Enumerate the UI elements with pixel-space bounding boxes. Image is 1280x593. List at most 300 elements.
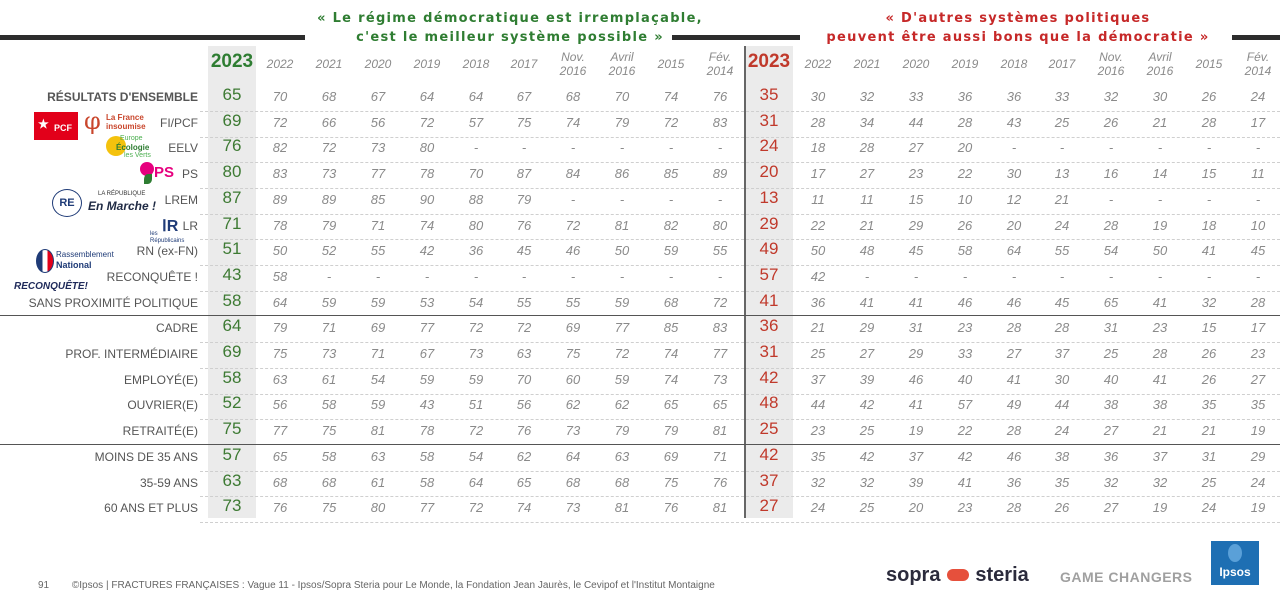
value-cell-left: 81 xyxy=(712,500,728,516)
steria-wave-icon xyxy=(947,569,969,581)
value-cell-left: 80 xyxy=(419,140,435,156)
row-divider xyxy=(200,393,1280,395)
value-cell-right: 49 xyxy=(1006,397,1022,413)
value-cell-right: 36 xyxy=(759,316,779,336)
value-cell-right: 31 xyxy=(908,320,924,336)
row-divider xyxy=(200,367,1280,369)
value-cell-left: 72 xyxy=(468,423,484,439)
row-divider xyxy=(200,418,1280,420)
row-label: PS xyxy=(181,167,198,182)
value-cell-right: 20 xyxy=(1006,217,1022,233)
value-cell-right: 41 xyxy=(957,474,973,490)
value-cell-left: 68 xyxy=(321,89,337,104)
row-label: PROF. INTERMÉDIAIRE xyxy=(65,347,198,361)
value-cell-right: 14 xyxy=(1152,166,1168,182)
row-label: 60 ANS ET PLUS xyxy=(104,501,198,516)
row-divider xyxy=(200,136,1280,138)
value-cell-left: - xyxy=(570,140,576,156)
value-cell-left: 74 xyxy=(419,217,435,233)
value-cell-left: 75 xyxy=(321,423,337,439)
value-cell-left: 56 xyxy=(370,114,386,130)
value-cell-left: - xyxy=(717,140,723,156)
value-cell-right: 21 xyxy=(1152,423,1168,439)
value-cell-right: 65 xyxy=(1103,294,1119,310)
value-cell-right: 32 xyxy=(1103,89,1119,104)
value-cell-left: 74 xyxy=(663,89,679,104)
value-cell-left: 55 xyxy=(370,243,386,259)
rn-logo-line1: Rassemblement xyxy=(56,250,114,259)
value-cell-right: 29 xyxy=(859,320,875,336)
value-cell-left: 83 xyxy=(712,320,728,336)
value-cell-right: 27 xyxy=(859,346,875,361)
right-question-title xyxy=(788,9,1248,47)
row-label: RÉSULTATS D'ENSEMBLE xyxy=(47,90,198,104)
value-cell-right: 35 xyxy=(1201,397,1217,413)
value-cell-left: 76 xyxy=(712,474,728,490)
value-cell-right: 17 xyxy=(1250,114,1266,130)
value-cell-left: 77 xyxy=(419,500,435,516)
value-cell-left: 59 xyxy=(321,294,337,310)
value-cell-right: 28 xyxy=(859,140,875,156)
value-cell-right: 35 xyxy=(1054,474,1070,490)
value-cell-left: 52 xyxy=(222,393,242,413)
value-cell-left: 72 xyxy=(321,140,337,156)
year-header-left: Nov. 2016 xyxy=(559,50,587,78)
value-cell-left: 73 xyxy=(222,496,242,516)
value-cell-left: 67 xyxy=(516,89,532,104)
value-cell-right: 35 xyxy=(810,448,826,464)
value-cell-left: 80 xyxy=(712,217,728,233)
value-cell-left: 89 xyxy=(321,191,337,207)
value-cell-right: 15 xyxy=(908,191,924,207)
value-cell-left: 65 xyxy=(272,448,288,464)
value-cell-right: 27 xyxy=(1103,500,1119,516)
footer-credit xyxy=(38,580,715,591)
value-cell-right: 20 xyxy=(908,500,924,516)
value-cell-right: 44 xyxy=(1054,397,1070,413)
value-cell-right: 28 xyxy=(810,114,826,130)
year-header-left: Avril 2016 xyxy=(608,50,636,78)
value-cell-left: 71 xyxy=(370,346,386,361)
row-label: MOINS DE 35 ANS xyxy=(94,449,198,464)
value-cell-right: 11 xyxy=(860,191,874,207)
value-cell-left: 77 xyxy=(712,346,728,361)
value-cell-right: 41 xyxy=(908,294,924,310)
value-cell-right: 28 xyxy=(1054,320,1070,336)
value-cell-right: 49 xyxy=(759,239,779,259)
value-cell-right: - xyxy=(1108,140,1114,156)
value-cell-left: 59 xyxy=(468,371,484,387)
value-cell-right: 38 xyxy=(1103,397,1119,413)
eelv-logo-line3: les Verts xyxy=(124,152,151,159)
value-cell-right: 18 xyxy=(1201,217,1217,233)
value-cell-right: - xyxy=(1011,140,1017,156)
rn-logo xyxy=(36,247,136,275)
value-cell-right: - xyxy=(1206,191,1212,207)
value-cell-left: 64 xyxy=(222,316,242,336)
row-label: OUVRIER(E) xyxy=(127,398,198,413)
value-cell-right: 48 xyxy=(859,243,875,259)
value-cell-left: 52 xyxy=(321,243,337,259)
value-cell-right: 57 xyxy=(759,264,779,284)
value-cell-left: 87 xyxy=(516,166,532,182)
value-cell-right: 20 xyxy=(957,140,973,156)
value-cell-left: 81 xyxy=(614,217,630,233)
value-cell-left: 56 xyxy=(272,397,288,413)
value-cell-left: 64 xyxy=(272,294,288,310)
value-cell-left: 63 xyxy=(272,371,288,387)
left-question-title xyxy=(280,9,740,47)
value-cell-left: 76 xyxy=(222,136,242,156)
value-cell-left: 73 xyxy=(712,371,728,387)
section-divider xyxy=(0,444,1280,445)
pcf-logo xyxy=(34,112,78,140)
value-cell-right: 27 xyxy=(908,140,924,156)
value-cell-right: 22 xyxy=(957,423,973,439)
year-header-left: 2021 xyxy=(315,57,343,71)
year-header-right: Nov. 2016 xyxy=(1097,50,1125,78)
value-cell-left: 58 xyxy=(222,290,242,310)
ipsos-text: Ipsos xyxy=(1219,565,1251,579)
value-cell-left: 61 xyxy=(370,474,386,490)
value-cell-right: - xyxy=(1255,268,1261,284)
value-cell-right: 35 xyxy=(1250,397,1266,413)
value-cell-right: 23 xyxy=(908,166,924,182)
value-cell-left: - xyxy=(424,268,430,284)
value-cell-right: 19 xyxy=(1152,500,1168,516)
value-cell-right: - xyxy=(1108,191,1114,207)
value-cell-right: 37 xyxy=(1054,346,1070,361)
value-cell-right: - xyxy=(1255,191,1261,207)
value-cell-left: 58 xyxy=(222,367,242,387)
value-cell-right: 42 xyxy=(957,448,973,464)
value-cell-left: 54 xyxy=(370,371,386,387)
value-cell-right: - xyxy=(913,268,919,284)
value-cell-left: 79 xyxy=(614,114,630,130)
header-bar-left xyxy=(0,35,305,40)
value-cell-left: 55 xyxy=(516,294,532,310)
value-cell-right: 19 xyxy=(1152,217,1168,233)
value-cell-left: 81 xyxy=(370,423,386,439)
value-cell-left: 78 xyxy=(272,217,288,233)
value-cell-right: 28 xyxy=(1103,217,1119,233)
lrem-logo-line1: LA RÉPUBLIQUE xyxy=(98,191,146,197)
value-cell-right: 29 xyxy=(759,213,779,233)
value-cell-left: 50 xyxy=(272,243,288,259)
value-cell-right: 23 xyxy=(957,500,973,516)
value-cell-right: 28 xyxy=(1152,346,1168,361)
row-divider xyxy=(200,264,1280,266)
value-cell-left: - xyxy=(521,268,527,284)
eelv-logo-line2: Écologie xyxy=(116,143,150,152)
value-cell-right: 45 xyxy=(1250,243,1266,259)
value-cell-left: 77 xyxy=(272,423,288,439)
value-cell-left: 57 xyxy=(222,444,242,464)
value-cell-left: 79 xyxy=(614,423,630,439)
value-cell-left: 82 xyxy=(272,140,288,156)
value-cell-left: 57 xyxy=(468,114,484,130)
value-cell-right: 36 xyxy=(1006,89,1022,104)
game-changers-text: GAME CHANGERS xyxy=(1060,569,1193,585)
value-cell-left: 73 xyxy=(565,423,581,439)
row-divider xyxy=(200,290,1280,292)
year-header-right: Avril 2016 xyxy=(1146,50,1174,78)
value-cell-right: 37 xyxy=(759,470,779,490)
value-cell-left: - xyxy=(521,140,527,156)
value-cell-right: 22 xyxy=(810,217,826,233)
value-cell-right: 46 xyxy=(1006,294,1022,310)
value-cell-left: 51 xyxy=(222,239,242,259)
value-cell-left: 59 xyxy=(370,397,386,413)
value-cell-right: 41 xyxy=(1201,243,1217,259)
value-cell-left: 70 xyxy=(516,371,532,387)
value-cell-left: 85 xyxy=(370,191,386,207)
value-cell-right: 48 xyxy=(759,393,779,413)
value-cell-left: 65 xyxy=(712,397,728,413)
year-header-left: 2022 xyxy=(266,57,294,71)
value-cell-left: 58 xyxy=(321,448,337,464)
row-divider xyxy=(200,213,1280,215)
value-cell-right: 30 xyxy=(810,89,826,104)
value-cell-left: 83 xyxy=(712,114,728,130)
value-cell-left: 77 xyxy=(370,166,386,182)
value-cell-right: 24 xyxy=(810,500,826,516)
value-cell-left: 70 xyxy=(272,89,288,104)
value-cell-right: 57 xyxy=(957,397,973,413)
value-cell-left: 66 xyxy=(321,114,337,130)
value-cell-right: 41 xyxy=(1152,294,1168,310)
value-cell-right: 23 xyxy=(1250,346,1266,361)
value-cell-right: 21 xyxy=(1152,114,1168,130)
value-cell-left: 90 xyxy=(419,191,435,207)
value-cell-left: 63 xyxy=(222,470,242,490)
value-cell-right: 41 xyxy=(1006,371,1022,387)
value-cell-right: 42 xyxy=(859,397,875,413)
value-cell-right: 32 xyxy=(1152,474,1168,490)
value-cell-right: 10 xyxy=(957,191,973,207)
year-header-right: 2023 xyxy=(747,51,791,72)
value-cell-left: - xyxy=(570,191,576,207)
year-header-left: 2015 xyxy=(657,57,685,71)
ipsos-logo xyxy=(1211,541,1259,585)
value-cell-right: - xyxy=(1157,140,1163,156)
value-cell-right: 19 xyxy=(908,423,924,439)
value-cell-left: 59 xyxy=(614,371,630,387)
value-cell-right: 13 xyxy=(1054,166,1070,182)
value-cell-left: 74 xyxy=(565,114,581,130)
value-cell-left: 58 xyxy=(272,268,288,284)
value-cell-right: 41 xyxy=(908,397,924,413)
value-cell-left: 75 xyxy=(222,419,242,439)
value-cell-right: 42 xyxy=(859,448,875,464)
value-cell-right: 46 xyxy=(957,294,973,310)
year-header-right: 2017 xyxy=(1048,57,1076,71)
value-cell-right: 30 xyxy=(1152,89,1168,104)
value-cell-right: 24 xyxy=(1054,217,1070,233)
value-cell-left: 69 xyxy=(663,448,679,464)
value-cell-right: - xyxy=(1157,191,1163,207)
reconquete-logo-text: RECONQUÊTE! xyxy=(14,281,88,292)
year-header-left: Fév. 2014 xyxy=(706,50,734,78)
value-cell-left: 73 xyxy=(321,346,337,361)
value-cell-right: 40 xyxy=(1103,371,1119,387)
value-cell-left: 71 xyxy=(712,448,728,464)
value-cell-left: 75 xyxy=(321,500,337,516)
value-cell-right: 31 xyxy=(759,342,779,361)
value-cell-right: - xyxy=(1255,140,1261,156)
left-title-line2: c'est le meilleur système possible » xyxy=(356,30,664,45)
row-label: EELV xyxy=(168,141,198,156)
year-header-right: 2020 xyxy=(902,57,930,71)
year-header-right: Fév. 2014 xyxy=(1244,50,1272,78)
value-cell-left: 85 xyxy=(663,166,679,182)
value-cell-left: 79 xyxy=(516,191,532,207)
value-cell-left: 67 xyxy=(370,89,386,104)
flame-icon xyxy=(36,249,54,273)
left-title-line1: « Le régime démocratique est irremplaçable, xyxy=(317,11,703,26)
lfi-logo-line1: La France xyxy=(106,113,144,122)
value-cell-right: 10 xyxy=(1250,217,1266,233)
lr-logo-line2: Républicains xyxy=(150,238,185,244)
row-divider xyxy=(200,341,1280,343)
value-cell-left: 72 xyxy=(419,114,435,130)
value-cell-right: 32 xyxy=(1201,294,1217,310)
year-header-left: 2018 xyxy=(462,57,490,71)
lfi-logo xyxy=(84,107,156,136)
value-cell-right: 38 xyxy=(1054,448,1070,464)
value-cell-right: 30 xyxy=(1006,166,1022,182)
value-cell-right: 37 xyxy=(908,448,924,464)
value-cell-right: 24 xyxy=(1201,500,1217,516)
value-cell-right: 33 xyxy=(1054,89,1070,104)
row-label: LR xyxy=(182,218,198,233)
value-cell-left: 72 xyxy=(516,320,532,336)
value-cell-left: 75 xyxy=(663,474,679,490)
value-cell-left: 45 xyxy=(516,243,532,259)
value-cell-right: 31 xyxy=(1103,320,1119,336)
value-cell-right: 23 xyxy=(1152,320,1168,336)
value-cell-left: 73 xyxy=(565,500,581,516)
value-cell-right: 42 xyxy=(810,268,826,284)
value-cell-right: 30 xyxy=(1054,371,1070,387)
value-cell-right: 21 xyxy=(1054,191,1070,207)
value-cell-right: 16 xyxy=(1103,166,1119,182)
year-header-left: 2019 xyxy=(413,57,441,71)
value-cell-right: 42 xyxy=(759,367,779,387)
value-cell-right: 41 xyxy=(859,294,875,310)
value-cell-left: 71 xyxy=(370,217,386,233)
row-divider xyxy=(200,161,1280,163)
value-cell-right: 37 xyxy=(810,371,826,387)
eelv-logo xyxy=(106,134,166,162)
value-cell-left: 68 xyxy=(565,89,581,104)
value-cell-left: - xyxy=(570,268,576,284)
lfi-logo-line2: insoumise xyxy=(106,122,146,131)
row-divider xyxy=(200,470,1280,472)
value-cell-right: 32 xyxy=(1103,474,1119,490)
value-cell-left: 65 xyxy=(222,85,242,104)
value-cell-left: - xyxy=(375,268,381,284)
value-cell-right: 15 xyxy=(1201,320,1217,336)
value-cell-right: 40 xyxy=(957,371,973,387)
value-cell-right: - xyxy=(1206,140,1212,156)
value-cell-left: - xyxy=(717,191,723,207)
value-cell-right: 13 xyxy=(759,187,779,207)
year-header-right: 2022 xyxy=(804,57,832,71)
value-cell-right: 26 xyxy=(1201,346,1217,361)
row-divider xyxy=(200,521,1280,523)
year-header-right: 2021 xyxy=(853,57,881,71)
value-cell-left: 64 xyxy=(419,89,435,104)
value-cell-right: - xyxy=(1157,268,1163,284)
value-cell-left: 74 xyxy=(663,371,679,387)
value-cell-right: 55 xyxy=(1054,243,1070,259)
value-cell-right: 19 xyxy=(1250,423,1266,439)
value-cell-right: 46 xyxy=(908,371,924,387)
value-cell-left: 77 xyxy=(419,320,435,336)
value-cell-left: 55 xyxy=(565,294,581,310)
value-cell-left: 79 xyxy=(663,423,679,439)
value-cell-right: 34 xyxy=(859,114,875,130)
value-cell-left: 69 xyxy=(222,342,242,361)
value-cell-left: 76 xyxy=(272,500,288,516)
value-cell-left: 63 xyxy=(614,448,630,464)
value-cell-right: 24 xyxy=(1250,474,1266,490)
value-cell-left: 58 xyxy=(321,397,337,413)
value-cell-left: 63 xyxy=(370,448,386,464)
value-cell-right: - xyxy=(1206,268,1212,284)
value-cell-left: - xyxy=(717,268,723,284)
value-cell-right: 25 xyxy=(859,500,875,516)
value-cell-right: 41 xyxy=(1152,371,1168,387)
value-cell-right: 21 xyxy=(810,320,826,336)
value-cell-right: - xyxy=(864,268,870,284)
re-logo-text: RE xyxy=(59,197,75,209)
value-cell-right: 45 xyxy=(1054,294,1070,310)
value-cell-left: 64 xyxy=(565,448,581,464)
value-cell-left: 72 xyxy=(468,320,484,336)
lrem-logo-line2: En Marche ! xyxy=(88,199,157,213)
value-cell-right: 46 xyxy=(1006,448,1022,464)
value-cell-right: 26 xyxy=(1103,114,1119,130)
value-cell-left: - xyxy=(473,140,479,156)
value-cell-right: 25 xyxy=(1201,474,1217,490)
value-cell-left: 46 xyxy=(565,243,581,259)
value-cell-left: 80 xyxy=(370,500,386,516)
value-cell-left: 36 xyxy=(468,243,484,259)
value-cell-left: 74 xyxy=(516,500,532,516)
re-logo xyxy=(52,189,82,217)
value-cell-left: 72 xyxy=(614,346,630,361)
right-title-line1: « D'autres systèmes politiques xyxy=(885,11,1151,26)
value-cell-left: 78 xyxy=(419,166,435,182)
value-cell-left: 88 xyxy=(468,191,484,207)
value-cell-left: 77 xyxy=(614,320,630,336)
value-cell-left: 76 xyxy=(712,89,728,104)
value-cell-left: 76 xyxy=(516,217,532,233)
row-label: LREM xyxy=(164,192,198,207)
value-cell-left: 65 xyxy=(516,474,532,490)
value-cell-left: - xyxy=(473,268,479,284)
value-cell-right: 25 xyxy=(1103,346,1119,361)
value-cell-left: 71 xyxy=(321,320,337,336)
value-cell-left: 60 xyxy=(565,371,581,387)
value-cell-right: 44 xyxy=(908,114,924,130)
value-cell-left: 51 xyxy=(468,397,484,413)
value-cell-right: 12 xyxy=(1006,191,1022,207)
value-cell-left: 68 xyxy=(565,474,581,490)
sopra-text: sopra xyxy=(886,564,941,586)
